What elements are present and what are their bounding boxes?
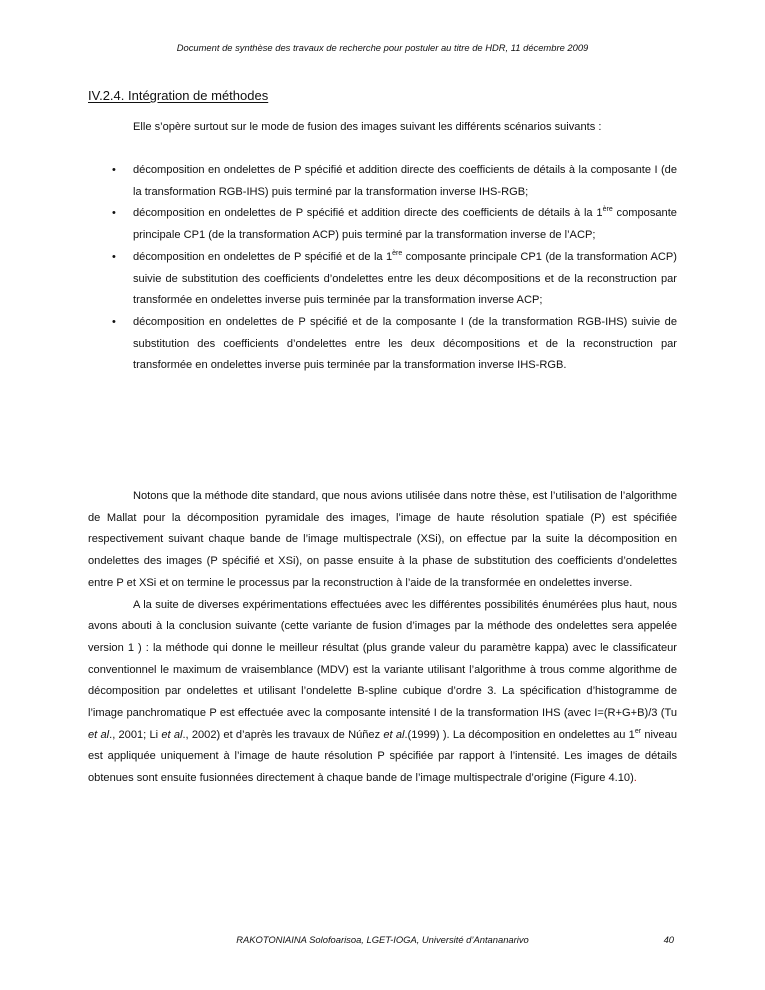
paragraph-text: niveau est appliquée uniquement à l’image de haute résolution P spécifiée par rapport à l’intensité. Les images de détails obtenues sont ensuite fusionnées directement à chaque bande de l’image multispectrale d’origine (Figure 4.10): [88, 728, 678, 785]
list-item: [112, 203, 677, 246]
bullet-icon: •: [112, 164, 116, 176]
list-item-text: décomposition en ondelettes de P spécifié et de la composante I (de la transformation RGB-IHS) suivie de substitution des coefficients d’ondelettes entre les deux décompositions et de la reconstruction par transformée en ondelettes inverse puis terminée par la transformation inverse IHS-RGB.: [133, 315, 677, 372]
superscript: ère: [392, 249, 403, 257]
list-item-text: décomposition en ondelettes de P spécifié et addition directe des coefficients de détails à la composante I (de la transformation RGB-IHS) puis terminé par la transformation inverse IHS-RGB;: [133, 164, 677, 198]
list-item-text: décomposition en ondelettes de P spécifié et addition directe des coefficients de détails à la 1: [133, 207, 603, 220]
paragraph-standard-method: Notons que la méthode dite standard, que nous avions utilisée dans notre thèse, est l’utilisation de l’algorithme de Mallat pour la décomposition pyramidale des images, l’image de haute résolution spatiale (P) est spécifiée respectivement suivant chaque bande de l’image multispectrale (XSi), on effectue par la suite la décomposition en ondelettes des images (P spécifié et XSi), on passe ensuite à la phase de substitution des coefficients d’ondelettes entre P et XSi et on termine le processus par la reconstruction à l’aide de la transformée en ondelettes inverse.: [88, 490, 677, 589]
citation-et-al: et al: [383, 728, 405, 741]
list-item-text: composante principale CP1 (de la transformation ACP) puis terminé par la transformation inverse de l’ACP;: [133, 207, 677, 242]
paragraph-text: ., 2002) et d’après les travaux de Núñez: [182, 728, 384, 741]
superscript: ère: [602, 206, 613, 214]
superscript: er: [634, 727, 642, 735]
bullet-icon: •: [112, 315, 116, 328]
list-item: [112, 312, 677, 377]
scenario-list: [0, 160, 765, 377]
paragraph-text: ., 2001; Li: [109, 728, 162, 741]
paragraph-text: A la suite de diverses expérimentations effectuées avec les différentes possibilités énumérées plus haut, nous avons abouti à la conclusion suivante (cette variante de fusion d’images par la méthode des ondelettes sera appelée version 1 ) : la méthode qui donne le meilleur résultat (plus grande valeur du paramètre kappa) avec le classificateur conventionnel le maximum de vraisemblance (MDV) est la variante utilisant l’algorithme à trous comme algorithme de décomposition par ondelettes et utilisant l’ondelette B-spline cubique d’ordre 3. La spécification d’histogramme de l’image panchromatique P est effectuée avec la composante intensité I de la transformation IHS (avec I=(R+G+B)/3 (Tu: [88, 598, 677, 720]
citation-et-al: et al: [161, 728, 183, 741]
list-item-text: composante principale CP1 (de la transformation ACP) suivie de substitution des coefficients d’ondelettes entre les deux décompositions et de la reconstruction par transformée en ondelettes inverse puis terminée par la transformation inverse ACP;: [133, 250, 677, 307]
footer-author: RAKOTONIAINA Solofoarisoa, LGET-IOGA, Université d’Antananarivo: [236, 934, 529, 945]
section-intro: Elle s’opère surtout sur le mode de fusion des images suivant les différents scénarios suivants :: [133, 121, 602, 133]
body-text: [88, 486, 677, 790]
paragraph-conclusion: [88, 595, 677, 790]
page-header: Document de synthèse des travaux de recherche pour postuler au titre de HDR, 11 décembre 2009: [176, 42, 589, 53]
list-item-text: décomposition en ondelettes de P spécifié et de la 1: [133, 250, 393, 263]
red-period: .: [633, 772, 637, 785]
list-item: [112, 247, 677, 312]
list-item: [112, 160, 677, 203]
citation-et-al: et al: [88, 728, 110, 741]
bullet-icon: •: [112, 250, 116, 263]
paragraph-text: .(1999) ). La décomposition en ondelettes au 1: [404, 728, 635, 741]
section-heading: IV.2.4. Intégration de méthodes: [88, 88, 269, 103]
bullet-icon: •: [112, 207, 116, 220]
page-number: 40: [663, 934, 674, 945]
